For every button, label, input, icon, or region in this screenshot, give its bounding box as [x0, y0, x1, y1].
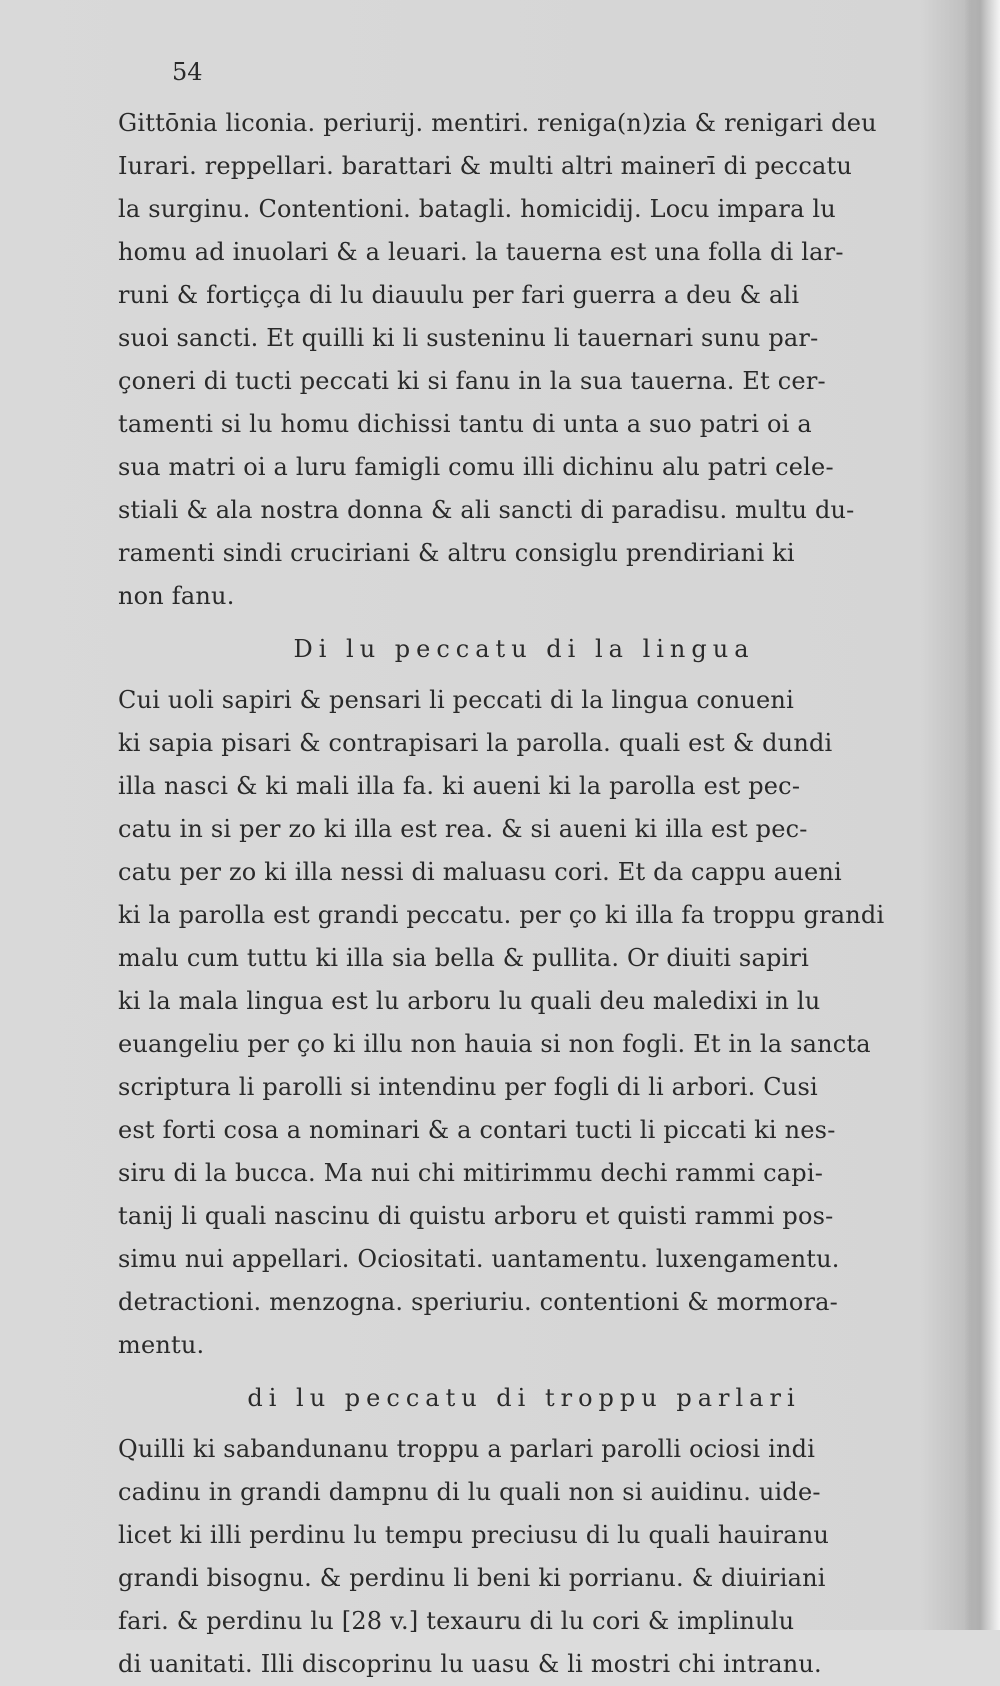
paragraph-2 [118, 679, 930, 1367]
text-line: tanij li quali nascinu di quistu arboru et quisti rammi pos- [118, 1202, 834, 1230]
text-line: fari. & perdinu lu [28 v.] texauru di lu cori & implinulu [118, 1607, 795, 1635]
text-line: homu ad inuolari & a leuari. la tauerna est una folla di lar- [118, 238, 844, 266]
text-line: licet ki illi perdinu lu tempu preciusu di lu quali hauiranu [118, 1521, 830, 1549]
text-line: est forti cosa a nominari & a contari tucti li piccati ki nes- [118, 1116, 836, 1144]
text-line: mentu. [118, 1331, 205, 1359]
text-line: runi & fortiçça di lu diauulu per fari guerra a deu & ali [118, 281, 800, 309]
text-line: sua matri oi a luru famigli comu illi dichinu alu patri cele- [118, 453, 834, 481]
text-line: ki la mala lingua est lu arboru lu quali deu maledixi in lu [118, 987, 821, 1015]
text-line: siru di la bucca. Ma nui chi mitirimmu dechi rammi capi- [118, 1159, 824, 1187]
text-line: non fanu. [118, 582, 235, 610]
page-number: 54 [172, 58, 203, 86]
text-line: suoi sancti. Et quilli ki li susteninu li tauernari sunu par- [118, 324, 819, 352]
text-line: Cui uoli sapiri & pensari li peccati di la lingua conueni [118, 686, 794, 714]
text-line: ramenti sindi cruciriani & altru consiglu prendiriani ki [118, 539, 795, 567]
page-edge-shadow [964, 0, 1000, 1630]
text-line: scriptura li parolli si intendinu per fogli di li arbori. Cusi [118, 1073, 818, 1101]
text-line: çoneri di tucti peccati ki si fanu in la sua tauerna. Et cer- [118, 367, 826, 395]
section-heading-lingua: Di lu peccatu di la lingua [293, 635, 755, 663]
text-line: Quilli ki sabandunanu troppu a parlari parolli ociosi indi [118, 1435, 816, 1463]
text-line: ki sapia pisari & contrapisari la parolla. quali est & dundi [118, 729, 833, 757]
text-line: di uanitati. Illi discoprinu lu uasu & li mostri chi intranu. [118, 1650, 822, 1678]
text-line: malu cum tuttu ki illa sia bella & pullita. Or diuiti sapiri [118, 944, 809, 972]
paragraph-3 [118, 1428, 930, 1686]
text-line: ki la parolla est grandi peccatu. per ço ki illa fa troppu grandi [118, 901, 885, 929]
text-line: la surginu. Contentioni. batagli. homicidij. Locu impara lu [118, 195, 836, 223]
section-heading-troppu-parlari: di lu peccatu di troppu parlari [247, 1384, 801, 1412]
text-line: tamenti si lu homu dichissi tantu di unta a suo patri oi a [118, 410, 812, 438]
text-line: Iurari. reppellari. barattari & multi altri mainerī di peccatu [118, 152, 852, 180]
text-line: simu nui appellari. Ociositati. uantamentu. luxengamentu. [118, 1245, 840, 1273]
text-line: stiali & ala nostra donna & ali sancti di paradisu. multu du- [118, 496, 855, 524]
text-line: illa nasci & ki mali illa fa. ki aueni ki la parolla est pec- [118, 772, 801, 800]
text-line: Gittōnia liconia. periurij. mentiri. reniga(n)zia & renigari deu [118, 109, 877, 137]
text-line: cadinu in grandi dampnu di lu quali non si auidinu. uide- [118, 1478, 821, 1506]
paragraph-1 [118, 102, 930, 618]
page-text [118, 102, 930, 1686]
text-line: euangeliu per ço ki illu non hauia si non fogli. Et in la sancta [118, 1030, 871, 1058]
text-line: catu in si per zo ki illa est rea. & si aueni ki illa est pec- [118, 815, 808, 843]
text-line: grandi bisognu. & perdinu li beni ki porrianu. & diuiriani [118, 1564, 826, 1592]
text-line: detractioni. menzogna. speriuriu. contentioni & mormora- [118, 1288, 838, 1316]
text-line: catu per zo ki illa nessi di maluasu cori. Et da cappu aueni [118, 858, 842, 886]
